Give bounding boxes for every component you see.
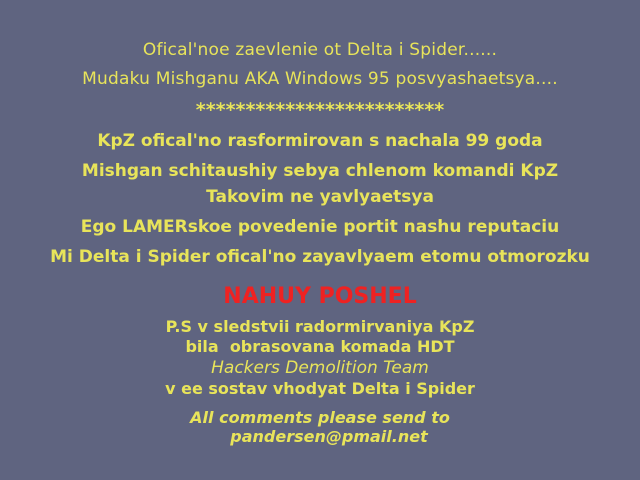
statement-3: Takovim ne yavlyaetsya: [206, 186, 434, 207]
team-members: v ee sostav vhodyat Delta i Spider: [165, 379, 475, 399]
separator-line: *************************: [195, 99, 445, 122]
intro-line-2: Mudaku Mishganu AKA Windows 95 posvyashaetsya....: [82, 69, 558, 90]
statement-4: Ego LAMERskoe povedenie portit nashu reputaciu: [80, 216, 560, 237]
statement-1: KpZ ofical'no rasformirovan s nachala 99 goda: [97, 130, 543, 151]
shout-line: NAHUY POSHEL: [223, 283, 417, 309]
statement-2: Mishgan schitaushiy sebya chlenom komandi KpZ: [81, 160, 559, 181]
contact-email[interactable]: pandersen@pmail.net: [230, 427, 428, 447]
intro-line-1: Ofical'noe zaevlenie ot Delta i Spider......: [142, 40, 498, 60]
team-name: Hackers Demolition Team: [211, 358, 429, 379]
ps-line-2: bila obrasovana komada HDT: [185, 336, 455, 356]
statement-5: Mi Delta i Spider ofical'no zayavlyaem etomu otmorozku: [50, 246, 590, 267]
ps-line-1: P.S v sledstvii radormirvaniya KpZ: [165, 316, 475, 336]
contact-label: All comments please send to: [190, 408, 450, 428]
